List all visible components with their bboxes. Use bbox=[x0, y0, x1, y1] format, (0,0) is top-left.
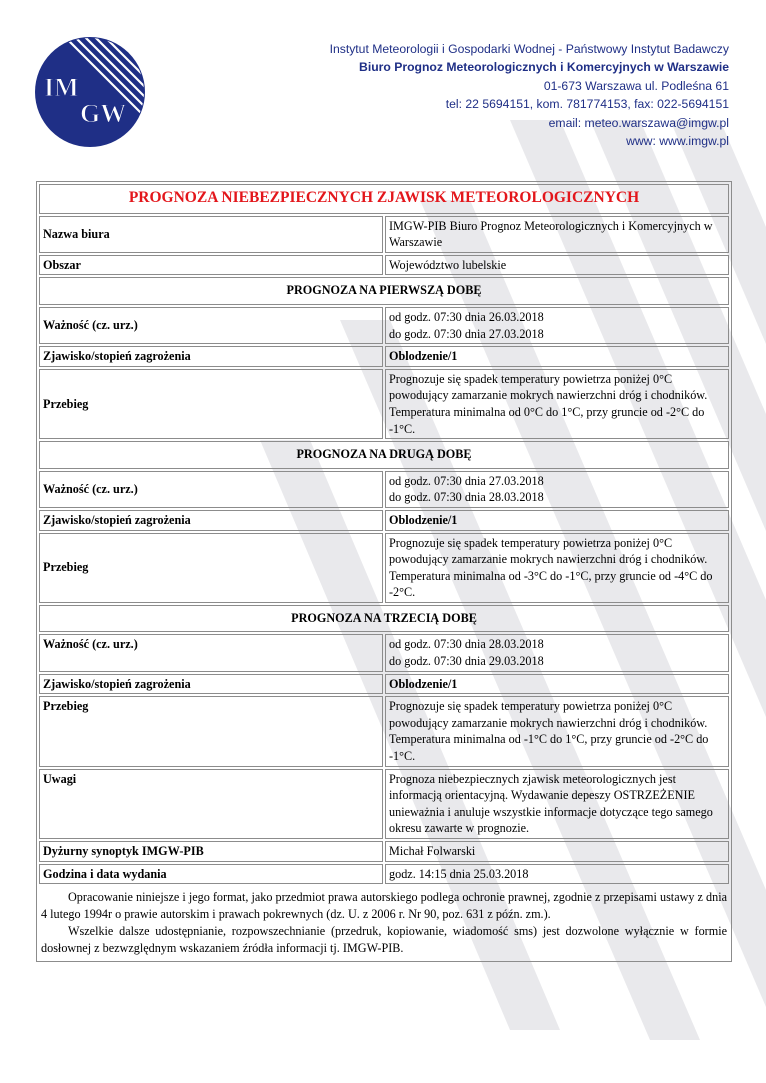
day3-course-label: Przebieg bbox=[39, 696, 383, 766]
day2-validity-value bbox=[385, 471, 729, 508]
day2-phenomenon-value: Oblodzenie/1 bbox=[385, 510, 729, 531]
header-address: 01-673 Warszawa ul. Podleśna 61 bbox=[543, 78, 729, 93]
remarks-label: Uwagi bbox=[39, 769, 383, 839]
day3-phenomenon-label: Zjawisko/stopień zagrożenia bbox=[39, 674, 383, 695]
day1-phenomenon-label: Zjawisko/stopień zagrożenia bbox=[39, 346, 383, 367]
day1-heading: PROGNOZA NA PIERWSZĄ DOBĘ bbox=[39, 277, 729, 305]
synoptic-label: Dyżurny synoptyk IMGW-PIB bbox=[39, 841, 383, 862]
copyright-paragraph-1: Opracowanie niniejsze i jego format, jako przedmiot prawa autorskiego podlega ochronie prawnej, zgodnie z przepisami ustawy z dnia 4 lutego 1994r o prawie autorskim i prawach pokrewnych (dz. U. z 2006 r. Nr 90, poz. 631 z późn. zm.). bbox=[41, 890, 727, 922]
day2-validity-label: Ważność (cz. urz.) bbox=[39, 471, 383, 508]
day1-course-label: Przebieg bbox=[39, 369, 383, 439]
day2-validity-from: od godz. 07:30 dnia 27.03.2018 bbox=[389, 473, 544, 488]
remarks-value: Prognoza niebezpiecznych zjawisk meteorologicznych jest informacją orientacyjną. Wydawanie depeszy OSTRZEŻENIE unieważnia i anuluje wszystkie informacje dotyczące tego samego okresu zawarte w prognozie. bbox=[385, 769, 729, 839]
day2-course-label: Przebieg bbox=[39, 533, 383, 603]
day1-phenomenon-value: Oblodzenie/1 bbox=[385, 346, 729, 367]
header-office-name: Biuro Prognoz Meteorologicznych i Komercyjnych w Warszawie bbox=[359, 60, 729, 75]
day3-validity-to: do godz. 07:30 dnia 29.03.2018 bbox=[389, 654, 544, 669]
header-website[interactable]: www: www.imgw.pl bbox=[626, 134, 729, 149]
day2-course-value: Prognozuje się spadek temperatury powietrza poniżej 0°C powodujący zamarzanie mokrych nawierzchni dróg i chodników. Temperatura minimalna od -3°C do -1°C, przy gruncie od -4°C do -2°C. bbox=[385, 533, 729, 603]
day1-validity-from: od godz. 07:30 dnia 26.03.2018 bbox=[389, 309, 544, 324]
day3-validity-from: od godz. 07:30 dnia 28.03.2018 bbox=[389, 637, 544, 652]
area-label: Obszar bbox=[39, 255, 383, 276]
copyright-paragraph-2: Wszelkie dalsze udostępnianie, rozpowszechnianie (przedruk, kopiowanie, wiadomość sms) jest dozwolone wyłącznie w formie dosłownej z bezwzględnym wskazaniem źródła informacji tj. IMGW-PIB. bbox=[41, 924, 727, 956]
issued-label: Godzina i data wydania bbox=[39, 864, 383, 885]
synoptic-value: Michał Folwarski bbox=[385, 841, 729, 862]
forecast-document bbox=[36, 181, 732, 962]
day2-phenomenon-label: Zjawisko/stopień zagrożenia bbox=[39, 510, 383, 531]
day2-validity-to: do godz. 07:30 dnia 28.03.2018 bbox=[389, 490, 544, 505]
institute-header bbox=[330, 40, 729, 150]
copyright-notice bbox=[37, 886, 731, 961]
day3-course-value: Prognozuje się spadek temperatury powietrza poniżej 0°C powodujący zamarzanie mokrych nawierzchni dróg i chodników. Temperatura minimalna od -1°C do 1°C, przy gruncie od -2°C do -1°C. bbox=[385, 696, 729, 766]
day1-validity-label: Ważność (cz. urz.) bbox=[39, 307, 383, 344]
imgw-logo bbox=[34, 36, 146, 148]
day2-heading: PROGNOZA NA DRUGĄ DOBĘ bbox=[39, 441, 729, 469]
issued-value: godz. 14:15 dnia 25.03.2018 bbox=[385, 864, 729, 885]
day1-validity-to: do godz. 07:30 dnia 27.03.2018 bbox=[389, 326, 544, 341]
logo-text-top: IM bbox=[44, 73, 79, 102]
day1-course-value: Prognozuje się spadek temperatury powietrza poniżej 0°C powodujący zamarzanie mokrych nawierzchni dróg i chodników. Temperatura minimalna od 0°C do 1°C, przy gruncie od -2°C do -1°C. bbox=[385, 369, 729, 439]
office-label: Nazwa biura bbox=[39, 216, 383, 253]
day1-validity-value bbox=[385, 307, 729, 344]
header-phone: tel: 22 5694151, kom. 781774153, fax: 022-5694151 bbox=[445, 97, 729, 112]
day3-validity-label: Ważność (cz. urz.) bbox=[39, 634, 383, 671]
document-title: PROGNOZA NIEBEZPIECZNYCH ZJAWISK METEOROLOGICZNYCH bbox=[39, 184, 729, 214]
header-email[interactable]: email: meteo.warszawa@imgw.pl bbox=[548, 115, 729, 130]
day3-phenomenon-value: Oblodzenie/1 bbox=[385, 674, 729, 695]
day3-validity-value bbox=[385, 634, 729, 671]
day3-heading: PROGNOZA NA TRZECIĄ DOBĘ bbox=[39, 605, 729, 633]
office-value: IMGW-PIB Biuro Prognoz Meteorologicznych i Komercyjnych w Warszawie bbox=[385, 216, 729, 253]
forecast-table bbox=[37, 182, 731, 886]
area-value: Województwo lubelskie bbox=[385, 255, 729, 276]
header-institute-name: Instytut Meteorologii i Gospodarki Wodnej - Państwowy Instytut Badawczy bbox=[329, 42, 729, 56]
logo-text-bottom: GW bbox=[80, 99, 127, 128]
